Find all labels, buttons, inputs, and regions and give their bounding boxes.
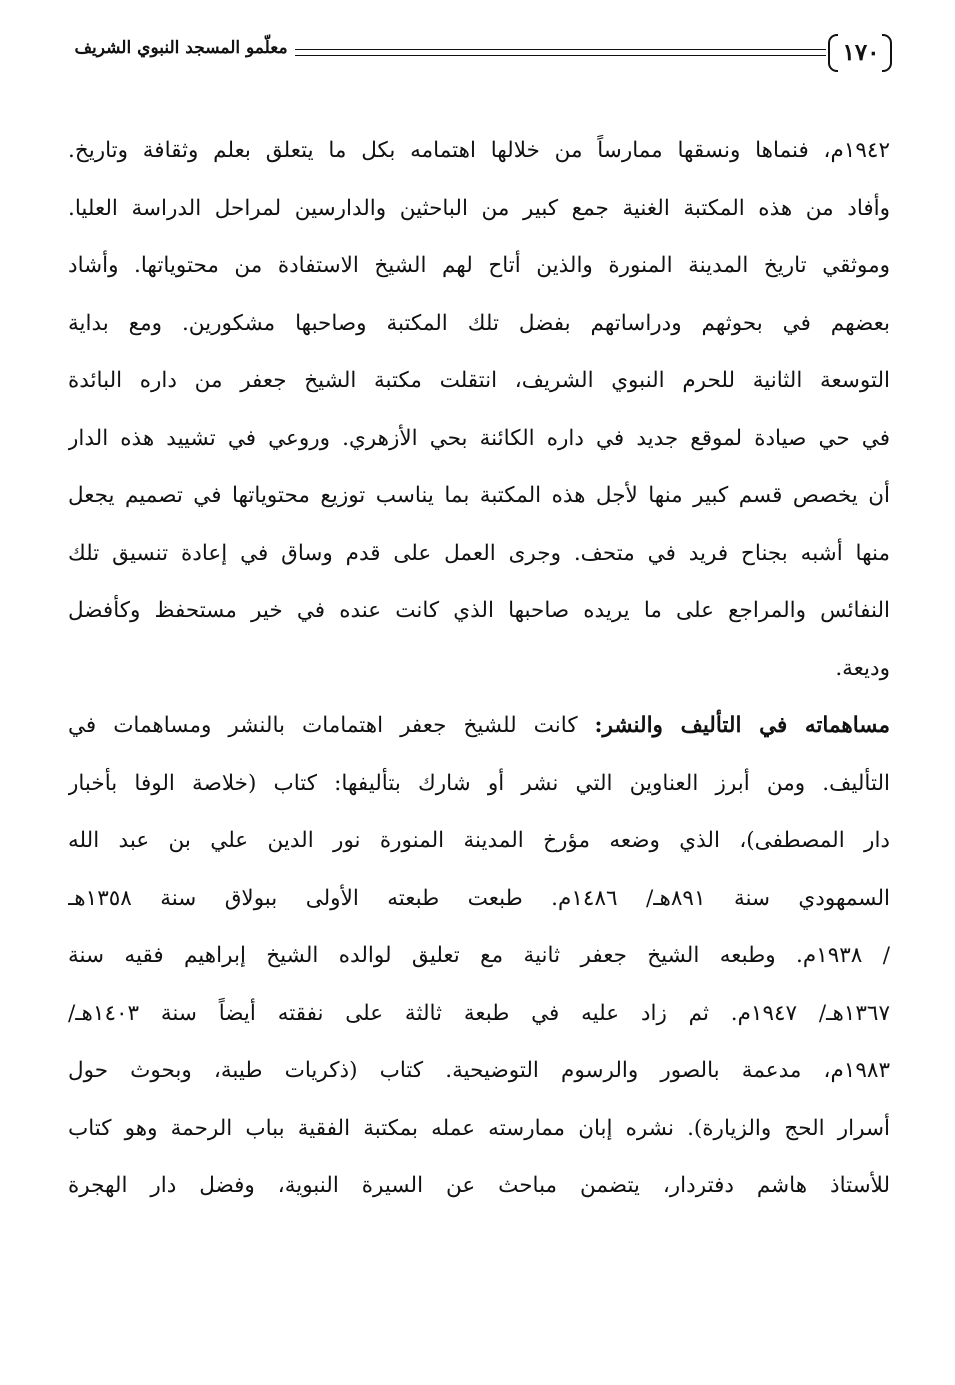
paragraph-1-line: ١٩٤٢م، فنماها ونسقها ممارساً من خلالها اهتمامه بكل ما يتعلق بعلم وثقافة وتاريخ.: [68, 138, 890, 163]
paragraph-2-first-line: [68, 697, 890, 755]
paragraph-2-first-line-text: كانت للشيخ جعفر اهتمامات بالنشر ومساهمات في: [68, 713, 595, 738]
section-heading: مساهماته في التأليف والنشر:: [594, 713, 890, 738]
paragraph-1-line: النفائس والمراجع على ما يريده صاحبها الذي كانت عنده في خير مستحفظ وكأفضل: [68, 598, 890, 623]
paragraph-2-line: ١٣٦٧هـ/ ١٩٤٧م. ثم زاد عليه في طبعة ثالثة على نفقته أيضاً سنة ١٤٠٣هـ/: [68, 1000, 890, 1026]
paragraph-2-line: دار المصطفى)، الذي وضعه مؤرخ المدينة المنورة نور الدين علي بن عبد الله: [68, 828, 890, 853]
header-double-rule: [295, 49, 826, 56]
paragraph-2-line: / ١٩٣٨م. وطبعه الشيخ جعفر ثانية مع تعليق لوالده الشيخ إبراهيم فقيه سنة: [68, 943, 890, 968]
paragraph-2-line: السمهودي سنة ٨٩١هـ/ ١٤٨٦م. طبعت طبعته الأولى ببولاق سنة ١٣٥٨هـ: [68, 885, 890, 911]
page-number: ١٧٠: [842, 38, 880, 66]
paragraph-1-last-line: وديعة.: [835, 655, 890, 681]
paragraph-2-line: أسرار الحج والزيارة). نشره إبان ممارسته عمله بمكتبة الفقية بباب الرحمة وهو كتاب: [68, 1115, 890, 1141]
paragraph-2-line: ١٩٨٣م، مدعمة بالصور والرسوم التوضيحية. كتاب (ذكريات طيبة، وبحوث حول: [68, 1058, 890, 1083]
paragraph-1-line: في حي صيادة لموقع جديد في داره الكائنة بحي الأزهري. وروعي في تشييد هذه الدار: [68, 425, 890, 451]
paragraph-1-line: أن يخصص قسم كبير منها لأجل هذه المكتبة بما يناسب توزيع محتوياتها في تصميم يجعل: [68, 483, 890, 508]
paragraph-1-line: وأفاد من هذه المكتبة الغنية جمع كبير من الباحثين والدارسين لمراحل الدراسة العليا.: [68, 195, 890, 221]
running-header: [70, 32, 892, 76]
paragraph-1-line: التوسعة الثانية للحرم النبوي الشريف، انتقلت مكتبة الشيخ جعفر من داره البائدة: [68, 368, 890, 393]
body-text: [68, 122, 890, 1215]
paragraph-2-line: للأستاذ هاشم دفتردار، يتضمن مباحث عن السيرة النبوية، وفضل دار الهجرة: [68, 1173, 890, 1198]
paragraph-1-line: منها أشبه بجناح فريد في متحف. وجرى العمل على قدم وساق في إعادة تنسيق تلك: [68, 540, 890, 566]
paragraph-1-line: وموثقي تاريخ المدينة المنورة والذين أتاح لهم الشيخ الاستفادة من محتوياتها. وأشاد: [68, 253, 890, 278]
paragraph-2-line: التأليف. ومن أبرز العناوين التي نشر أو شارك بتأليفها: كتاب (خلاصة الوفا بأخبار: [68, 770, 890, 796]
running-title: معلّمو المسجد النبوي الشريف: [74, 38, 288, 58]
paragraph-1-line: بعضهم في بحوثهم ودراساتهم بفضل تلك المكتبة وصاحبها مشكورين. ومع بداية: [68, 310, 890, 336]
